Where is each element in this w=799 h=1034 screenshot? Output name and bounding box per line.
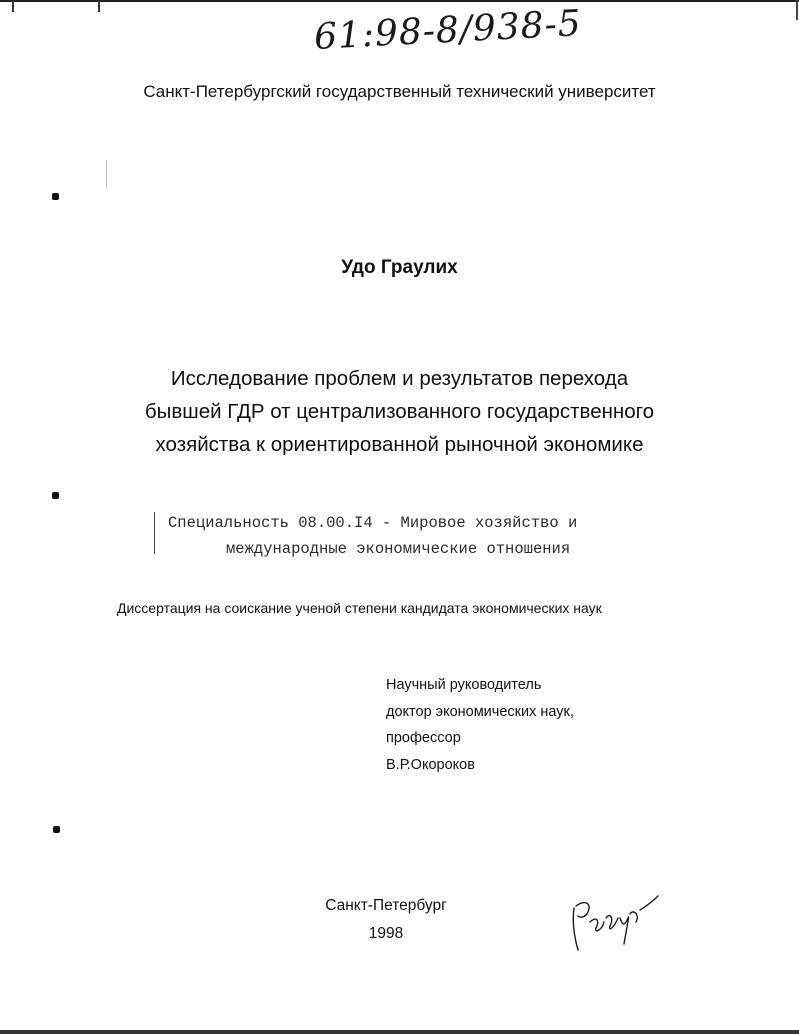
supervisor-line: профессор [386, 730, 461, 746]
scan-tick [12, 0, 14, 12]
scan-artifact [154, 512, 155, 554]
scan-tick [98, 0, 100, 12]
margin-punch-mark [52, 193, 59, 200]
city: Санкт-Петербург [325, 897, 447, 914]
scan-artifact [106, 160, 107, 188]
archive-stamp: 61:98-8/938-5 [313, 3, 583, 58]
title-line: бывшей ГДР от централизованного государственного [144, 400, 655, 423]
supervisor-line: доктор экономических наук, [386, 703, 574, 720]
degree-statement: Диссертация на соискание ученой степени кандидата экономических наук [117, 600, 602, 616]
signature-stroke [573, 896, 658, 950]
supervisor-line: В.Р.Окороков [386, 756, 475, 773]
scan-edge-top [0, 0, 799, 2]
supervisor-line: Научный руководитель [386, 677, 542, 693]
title-line: хозяйства к ориентированной рыночной экономике [155, 433, 644, 456]
supervisor-block [386, 672, 574, 778]
scan-edge-bottom [0, 1030, 799, 1034]
author-name: Удо Граулих [341, 257, 458, 278]
scan-edge-right [796, 0, 798, 20]
author-signature [566, 888, 666, 958]
university-name: Санкт-Петербургский государственный технический университет [143, 82, 656, 101]
specialty [168, 510, 577, 562]
dissertation-title [0, 362, 799, 461]
specialty-line: международные экономические отношения [226, 540, 571, 558]
margin-punch-mark [53, 826, 60, 833]
year: 1998 [368, 925, 404, 942]
margin-punch-mark [52, 492, 59, 499]
title-line: Исследование проблем и результатов перехода [170, 367, 629, 390]
specialty-line: Специальность 08.00.I4 - Мировое хозяйство и [168, 514, 578, 532]
